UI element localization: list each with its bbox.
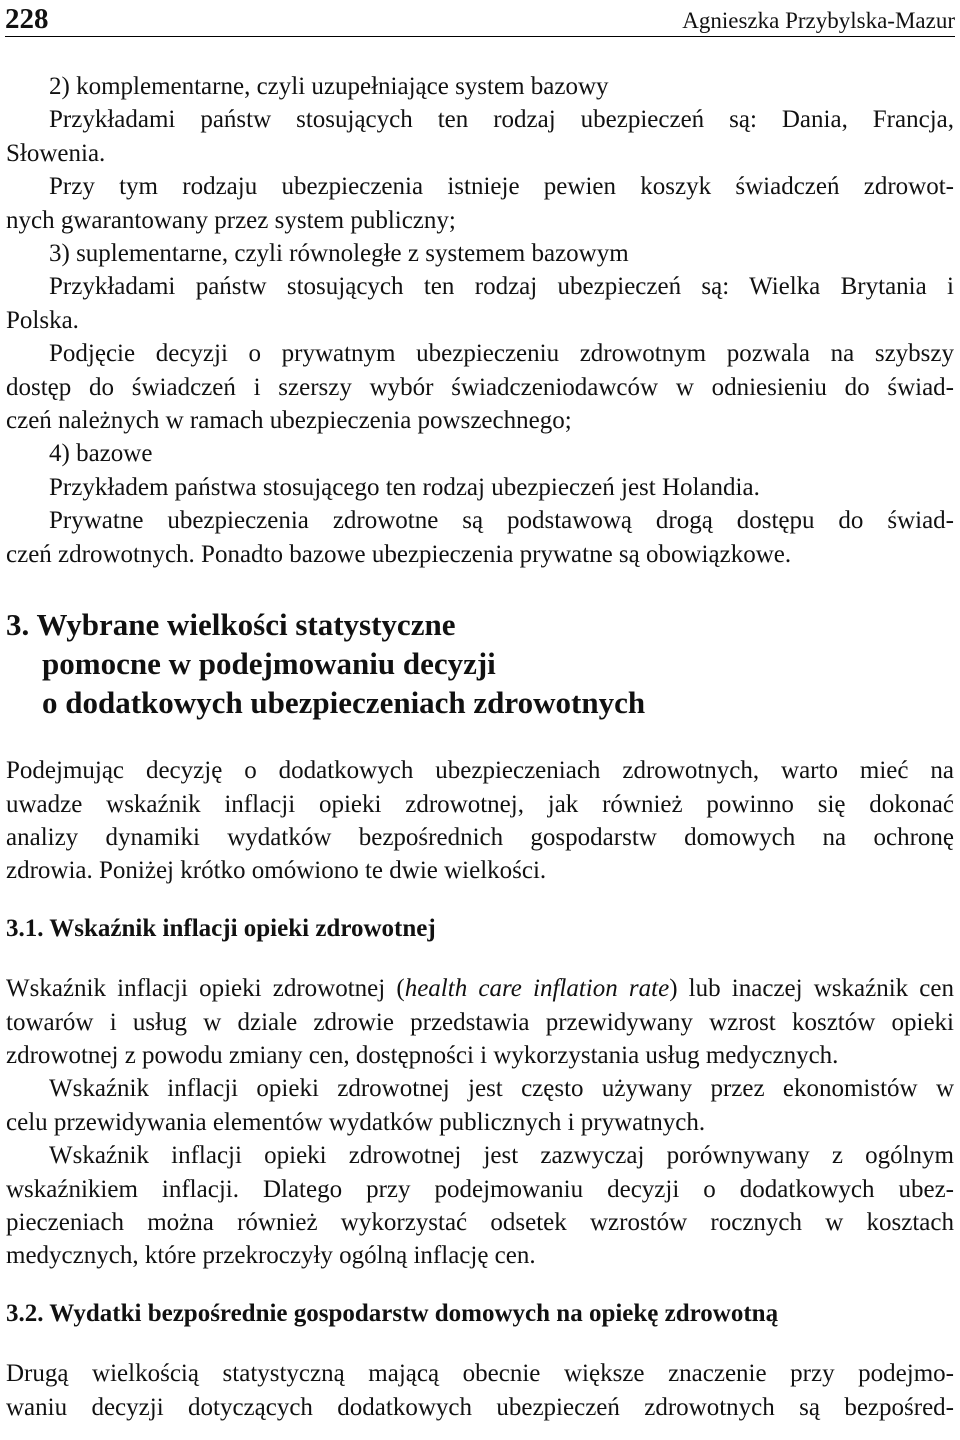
section-3-1-paragraph-line: wskaźnikiem inflacji. Dlatego przy podejmowaniu decyzji o dodatkowych ubez- xyxy=(6,1175,954,1203)
section-3-paragraph-line: uwadze wskaźnik inflacji opieki zdrowotnej, jak również powinno się dokonać xyxy=(6,790,954,818)
spacer xyxy=(6,888,954,912)
running-author: Agnieszka Przybylska-Mazur xyxy=(682,8,955,33)
section-3-1-paragraph-line: celu przewidywania elementów wydatków publicznych i prywatnych. xyxy=(6,1108,706,1136)
base-description-line: czeń zdrowotnych. Ponadto bazowe ubezpieczenia prywatne są obowiązkowe. xyxy=(6,540,792,568)
section-3-1-paragraph-line: zdrowotnej z powodu zmiany cen, dostępności i wykorzystania usług medycznych. xyxy=(6,1041,839,1069)
list-item-complementary: 2) komplementarne, czyli uzupełniające system bazowy xyxy=(49,73,609,100)
complementary-description-line: nych gwarantowany przez system publiczny; xyxy=(6,206,456,234)
section-3-paragraph-line: zdrowia. Poniżej krótko omówiono te dwie wielkości. xyxy=(6,857,547,885)
base-example-line: Przykładem państwa stosującego ten rodzaj ubezpieczeń jest Holandia. xyxy=(49,473,760,501)
section-3-1-paragraph-line: Wskaźnik inflacji opieki zdrowotnej (health care inflation rate) lub inaczej wskaźnik cen xyxy=(6,975,955,1003)
section-3-2-paragraph-line: waniu decyzji dotyczących dodatkowych ubezpieczeń zdrowotnych są bezpośred- xyxy=(6,1393,954,1421)
section-3-1-paragraph-line: Wskaźnik inflacji opieki zdrowotnej jest zazwyczaj porównywany z ogólnym xyxy=(49,1142,954,1170)
section-3-heading: 3. Wybrane wielkości statystyczne pomocne w podejmowaniu decyzji o dodatkowych ubezpieczeniach zdrowotnych xyxy=(6,607,646,721)
list-item-supplementary: 3) suplementarne, czyli równoległe z systemem bazowym xyxy=(49,240,629,268)
spacer xyxy=(6,571,954,605)
page-number: 228 xyxy=(5,3,49,35)
supplementary-description-line: czeń należnych w ramach ubezpieczenia powszechnego; xyxy=(6,407,572,435)
section-3-1-paragraph-line: Wskaźnik inflacji opieki zdrowotnej jest często używany przez ekonomistów w xyxy=(49,1075,954,1103)
spacer xyxy=(6,1330,954,1357)
page-body xyxy=(6,70,954,1424)
supplementary-examples-line: Polska. xyxy=(6,306,79,334)
section-3-paragraph-line: analizy dynamiki wydatków bezpośrednich gospodarstw domowych na ochronę xyxy=(6,823,954,851)
section-3-1-heading: 3.1. Wskaźnik inflacji opieki zdrowotnej xyxy=(6,914,436,942)
section-3-1-paragraph-line: medycznych, które przekroczyły ogólną inflację cen. xyxy=(6,1242,536,1270)
section-3-1-paragraph-line: towarów i usług w dziale zdrowie przedstawia przewidywany wzrost kosztów opieki xyxy=(6,1008,954,1036)
running-header xyxy=(5,4,955,37)
list-item-base: 4) bazowe xyxy=(49,440,153,468)
supplementary-description-line: dostęp do świadczeń i szerszy wybór świadczeniodawców w odniesieniu do świad- xyxy=(6,373,954,401)
complementary-examples-line: Słowenia. xyxy=(6,139,106,167)
supplementary-description-line: Podjęcie decyzji o prywatnym ubezpieczeniu zdrowotnym pozwala na szybszy xyxy=(49,340,954,368)
supplementary-examples-line: Przykładami państw stosujących ten rodzaj ubezpieczeń są: Wielka Brytania i xyxy=(49,273,954,301)
spacer xyxy=(6,945,954,972)
section-3-2-heading: 3.2. Wydatki bezpośrednie gospodarstw domowych na opiekę zdrowotną xyxy=(6,1299,779,1327)
section-3-1-paragraph-line: pieczeniach można również wykorzystać odsetek wzrostów rocznych w kosztach xyxy=(6,1208,954,1236)
complementary-examples-line: Przykładami państw stosujących ten rodzaj ubezpieczeń są: Dania, Francja, xyxy=(49,106,954,134)
spacer xyxy=(6,1273,954,1297)
spacer xyxy=(6,722,954,754)
complementary-description-line: Przy tym rodzaju ubezpieczenia istnieje pewien koszyk świadczeń zdrowot- xyxy=(49,173,954,201)
section-3-2-paragraph-line: Drugą wielkością statystyczną mającą obecnie większe znaczenie przy podejmo- xyxy=(6,1360,954,1388)
english-term: health care inflation rate xyxy=(404,975,670,1003)
base-description-line: Prywatne ubezpieczenia zdrowotne są podstawową drogą dostępu do świad- xyxy=(49,507,954,535)
section-3-paragraph-line: Podejmując decyzję o dodatkowych ubezpieczeniach zdrowotnych, warto mieć na xyxy=(6,757,954,785)
